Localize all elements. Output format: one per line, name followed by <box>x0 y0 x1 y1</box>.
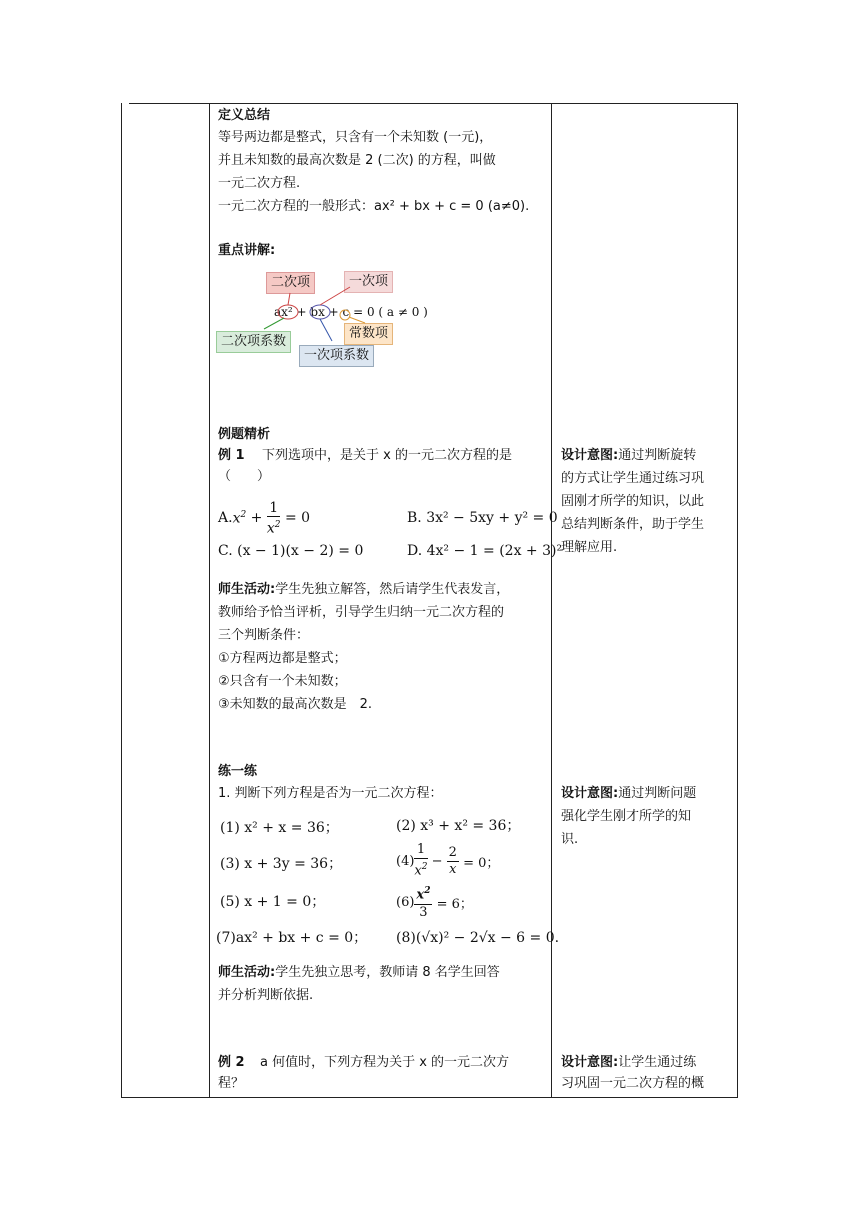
example-1-label: 例 1 <box>218 448 245 463</box>
option-b: B. 3x² − 5xy + y² = 0 <box>407 510 558 526</box>
definition-heading: 定义总结 <box>218 108 271 123</box>
example-heading: 例题精析 <box>218 427 271 442</box>
general-form-line: 一元二次方程的一般形式：ax² + bx + c = 0 (a≠0). <box>218 199 530 214</box>
table-col-line-1 <box>121 103 122 1098</box>
practice-eq-2: (2) x³ + x² = 36； <box>396 818 521 834</box>
definition-line: 并且未知数的最高次数是 2 (二次) 的方程，叫做 <box>218 153 496 168</box>
condition-3: ③未知数的最高次数是 2. <box>218 697 373 712</box>
design-intent-1 <box>561 446 696 466</box>
quadratic-coefficient-label: 二次项系数 <box>216 331 291 353</box>
table-col-line-3 <box>551 103 552 1098</box>
design-intent-text: 固刚才所学的知识，以此 <box>561 494 705 509</box>
practice-eq-8: (8)(√x)² − 2√x − 6 = 0. <box>396 930 560 946</box>
activity-label: 师生活动: <box>218 582 276 597</box>
practice-eq-4-tail: = 0； <box>463 855 500 871</box>
example-1-blank: （ ） <box>218 469 271 484</box>
table-top-border <box>129 103 738 104</box>
table-col-line-2 <box>209 103 210 1098</box>
diagram-arrows <box>250 285 380 355</box>
option-a-label: A. <box>218 510 233 526</box>
practice-eq-6: (6) $\frac{x^2}{3}$ = 6； <box>396 880 473 924</box>
design-intent-2 <box>561 784 696 804</box>
condition-2: ②只含有一个未知数； <box>218 674 347 689</box>
quadratic-term-label: 二次项 <box>266 272 315 294</box>
linear-term-label: 一次项 <box>344 271 393 293</box>
design-intent-text: 识. <box>561 832 579 847</box>
design-intent-text: 通过判断旋转 <box>618 448 697 463</box>
activity-text: 学生先独立解答，然后请学生代表发言， <box>275 582 510 597</box>
example-2-question: a 何值时，下列方程为关于 x 的一元二次方 <box>260 1055 510 1070</box>
option-a-fraction: $\frac{1}{x^2}$ <box>266 499 281 537</box>
practice-question: 1. 判断下列方程是否为一元二次方程： <box>218 786 443 801</box>
activity-label: 师生活动: <box>218 965 276 980</box>
option-a-tail: = 0 <box>284 510 311 526</box>
design-intent-text: 的方式让学生通过练习巩 <box>561 471 705 486</box>
definition-line: 一元二次方程. <box>218 176 301 191</box>
activity-paragraph <box>218 963 500 983</box>
example-2-question: 程？ <box>218 1076 245 1091</box>
practice-heading: 练一练 <box>218 764 258 779</box>
definition-line: 等号两边都是整式，只含有一个未知数 (一元)， <box>218 130 493 145</box>
activity-paragraph <box>218 580 509 600</box>
general-form-equation: ax² + bx + c = 0 ( a ≠ 0 ) <box>274 305 428 319</box>
practice-eq-6-tail: = 6； <box>436 896 473 912</box>
design-intent-label: 设计意图: <box>561 448 619 463</box>
design-intent-text: 让学生通过练 <box>618 1055 697 1070</box>
design-intent-label: 设计意图: <box>561 786 619 801</box>
condition-1: ①方程两边都是整式； <box>218 651 347 666</box>
table-col-line-4 <box>737 103 738 1098</box>
option-a: A. $x^2$ + $\frac{1}{x^2}$ = 0 <box>218 499 311 537</box>
option-c: C. (x − 1)(x − 2) = 0 <box>218 543 364 559</box>
design-intent-3 <box>561 1053 696 1073</box>
key-points-heading: 重点讲解: <box>218 243 276 258</box>
practice-eq-1: (1) x² + x = 36； <box>220 820 339 836</box>
table-bottom-border <box>121 1097 738 1098</box>
example-1-question: 下列选项中，是关于 x 的一元二次方程的是 <box>262 448 512 463</box>
linear-coefficient-label: 一次项系数 <box>299 345 374 367</box>
option-d: D. 4x² − 1 = (2x + 3)² <box>407 543 563 559</box>
example-2-label: 例 2 <box>218 1055 245 1070</box>
activity-text: 并分析判断依据. <box>218 988 314 1003</box>
activity-text: 学生先独立思考，教师请 8 名学生回答 <box>275 965 500 980</box>
practice-eq-3: (3) x + 3y = 36； <box>220 856 343 872</box>
activity-text: 教师给予恰当评析，引导学生归纳一元二次方程的 <box>218 605 505 620</box>
design-intent-text: 总结判断条件，助于学生 <box>561 517 705 532</box>
practice-eq-4-label: (4) <box>396 853 415 869</box>
design-intent-text: 通过判断问题 <box>618 786 697 801</box>
design-intent-label: 设计意图: <box>561 1055 619 1070</box>
design-intent-text: 理解应用. <box>561 540 618 555</box>
practice-eq-4: (4) $\frac{1}{x^2}$ − $\frac{2}{x}$ = 0； <box>396 842 500 879</box>
practice-eq-5: (5) x + 1 = 0； <box>220 894 326 910</box>
practice-eq-7: (7)ax² + bx + c = 0； <box>216 930 368 946</box>
design-intent-text: 习巩固一元二次方程的概 <box>561 1076 705 1091</box>
design-intent-text: 强化学生刚才所学的知 <box>561 809 692 824</box>
constant-term-label: 常数项 <box>344 323 393 345</box>
activity-text: 三个判断条件： <box>218 628 310 643</box>
practice-eq-6-label: (6) <box>396 894 415 910</box>
